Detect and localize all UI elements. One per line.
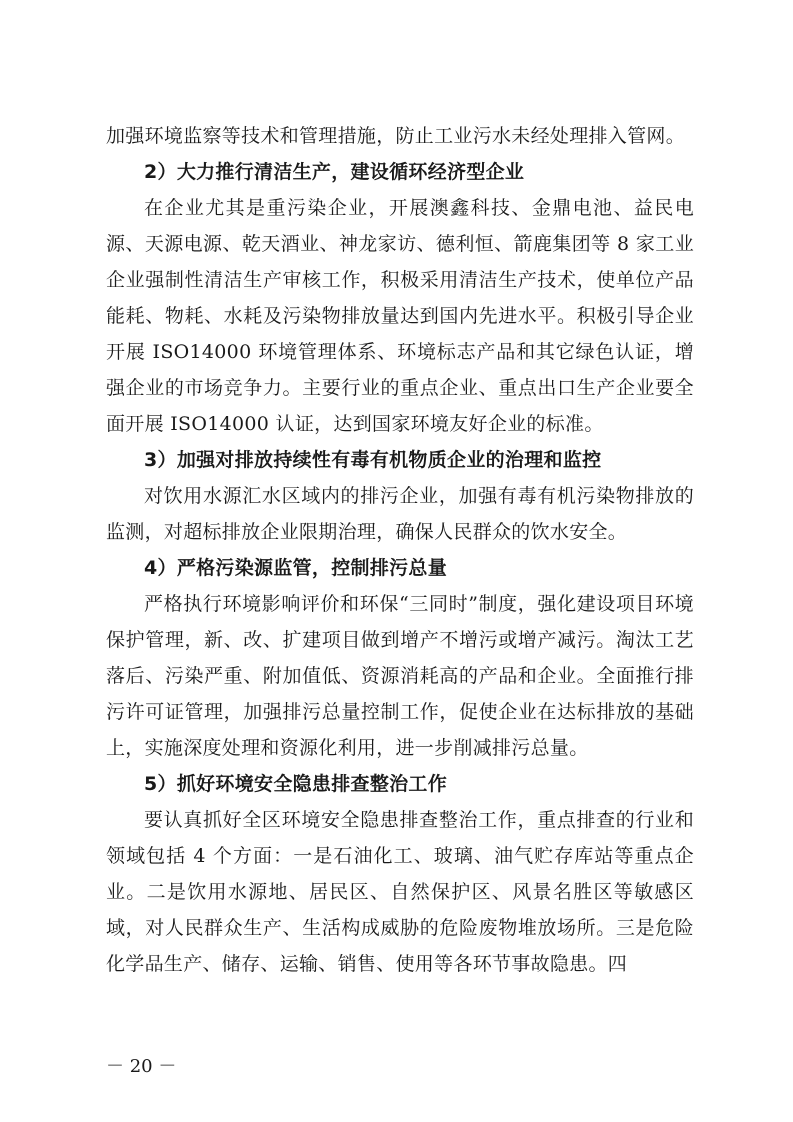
body-text — [106, 118, 694, 982]
paragraph: 加强环境监察等技术和管理措施，防止工业污水未经处理排入管网。 — [106, 125, 686, 147]
paragraph: 对饮用水源汇水区域内的排污企业，加强有毒有机污染物排放的监测，对超标排放企业限期治理，确保人民群众的饮水安全。 — [106, 485, 694, 543]
page-number: － 20 － — [106, 1056, 177, 1077]
section-heading: 2）大力推行清洁生产，建设循环经济型企业 — [144, 161, 525, 183]
section-heading: 3）加强对排放持续性有毒有机物质企业的治理和监控 — [144, 449, 602, 471]
section-heading: 4）严格污染源监管，控制排污总量 — [144, 557, 448, 579]
paragraph: 在企业尤其是重污染企业，开展澳鑫科技、金鼎电池、益民电源、天源电源、乾天酒业、神龙家访、德利恒、箭鹿集团等 8 家工业企业强制性清洁生产审核工作，积极采用清洁生产技术，使单位产品能耗、物耗、水耗及污染物排放量达到国内先进水平。积极引导企业开展 ISO14000 环境管理体系、环境标志产品和其它绿色认证，增强企业的市场竞争力。主要行业的重点企业、重点出口生产企业要全面开展 ISO14000 认证，达到国家环境友好企业的标准。 — [106, 197, 694, 435]
paragraph: 要认真抓好全区环境安全隐患排查整治工作，重点排查的行业和领域包括 4 个方面：一是石油化工、玻璃、油气贮存库站等重点企业。二是饮用水源地、居民区、自然保护区、风景名胜区等敏感区域，对人民群众生产、生活构成威胁的危险废物堆放场所。三是危险化学品生产、储存、运输、销售、使用等各环节事故隐患。四 — [106, 809, 694, 975]
section-heading: 5）抓好环境安全隐患排查整治工作 — [144, 773, 448, 795]
paragraph: 严格执行环境影响评价和环保“三同时”制度，强化建设项目环境保护管理，新、改、扩建项目做到增产不增污或增产减污。淘汰工艺落后、污染严重、附加值低、资源消耗高的产品和企业。全面推行排污许可证管理，加强排污总量控制工作，促使企业在达标排放的基础上，实施深度处理和资源化利用，进一步削减排污总量。 — [106, 593, 694, 759]
